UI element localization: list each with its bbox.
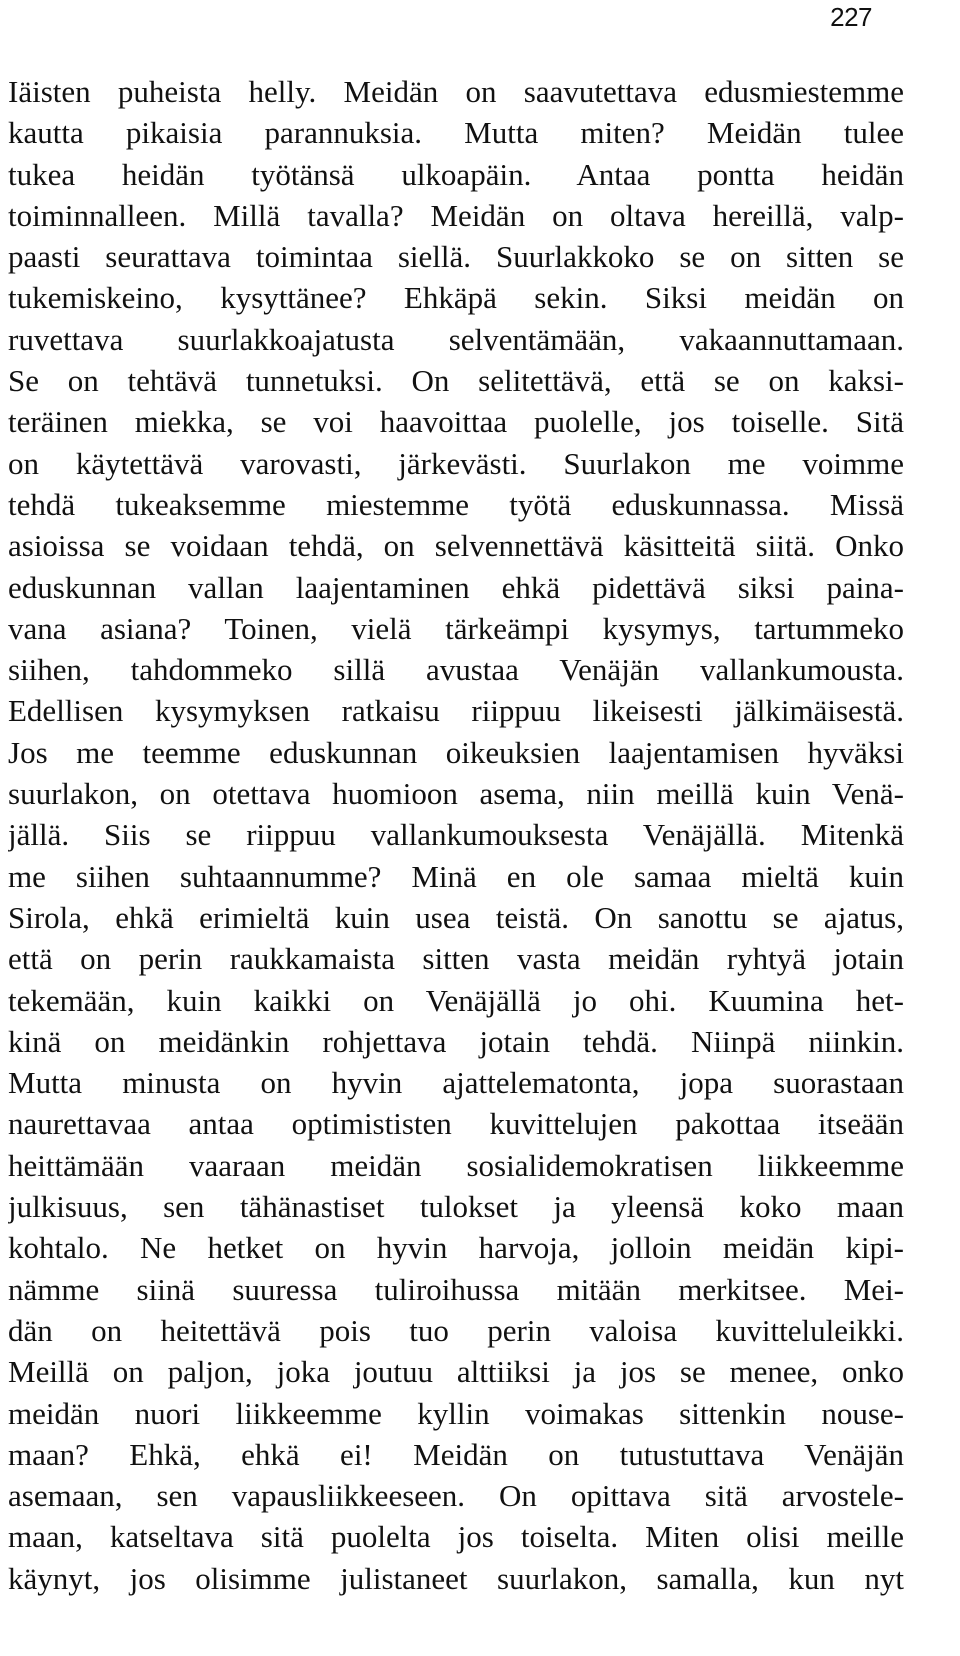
text-line: jällä. Siis se riippuu vallankumouksesta Venäjällä. Mitenkä (8, 817, 904, 853)
text-line: nämme siinä suuressa tuliroihussa mitään merkitsee. Mei- (8, 1271, 904, 1307)
text-line: kinä on meidänkin rohjettava jotain tehdä. Niinpä niinkin. (8, 1023, 904, 1059)
text-line: tukemiskeino, kysyttänee? Ehkäpä sekin. Siksi meidän on (8, 280, 904, 316)
text-line: kautta pikaisia parannuksia. Mutta miten? Meidän tulee (8, 115, 904, 151)
text-line: ruvettava suurlakkoajatusta selventämään, vakaannuttamaan. (8, 321, 904, 357)
text-line: Iäisten puheista helly. Meidän on saavutettava edusmiestemme (8, 74, 904, 109)
text-line: Se on tehtävä tunnetuksi. On selitettävä, että se on kaksi- (8, 363, 904, 399)
text-line: heittämään vaaraan meidän sosialidemokratisen liikkeemme (8, 1147, 904, 1183)
body-text (8, 71, 904, 1599)
text-line: että on perin raukkamaista sitten vasta meidän ryhtyä jotain (8, 941, 904, 977)
text-line: julkisuus, sen tähänastiset tulokset ja yleensä koko maan (8, 1189, 904, 1225)
text-line: tehdä tukeaksemme miestemme työtä eduskunnassa. Missä (8, 486, 904, 522)
text-line: paasti seurattava toimintaa siellä. Suurlakkoko se on sitten se (8, 239, 904, 275)
text-line: maan? Ehkä, ehkä ei! Meidän on tutustuttava Venäjän (8, 1436, 904, 1472)
text-line: Meillä on paljon, joka joutuu alttiiksi ja jos se menee, onko (8, 1354, 904, 1390)
text-line: eduskunnan vallan laajentaminen ehkä pidettävä siksi paina- (8, 569, 904, 605)
text-line: toiminnalleen. Millä tavalla? Meidän on oltava hereillä, valp- (8, 197, 904, 233)
text-line: dän on heitettävä pois tuo perin valoisa kuvitteluleikki. (8, 1312, 904, 1348)
text-line: asioissa se voidaan tehdä, on selvennettävä käsitteitä siitä. Onko (8, 528, 904, 564)
text-line: siihen, tahdommeko sillä avustaa Venäjän vallankumousta. (8, 652, 904, 688)
text-line: Mutta minusta on hyvin ajattelematonta, jopa suorastaan (8, 1065, 904, 1101)
text-line: tukea heidän työtänsä ulkoapäin. Antaa pontta heidän (8, 156, 904, 192)
text-line: vana asiana? Toinen, vielä tärkeämpi kysymys, tartummeko (8, 610, 904, 646)
text-line: teräinen miekka, se voi haavoittaa puolelle, jos toiselle. Sitä (8, 404, 904, 440)
text-line: asemaan, sen vapausliikkeeseen. On opittava sitä arvostele- (8, 1478, 904, 1514)
text-line: Jos me teemme eduskunnan oikeuksien laajentamisen hyväksi (8, 734, 904, 770)
text-line: tekemään, kuin kaikki on Venäjällä jo ohi. Kuumina het- (8, 982, 904, 1018)
text-line: Sirola, ehkä erimieltä kuin usea teistä. On sanottu se ajatus, (8, 899, 904, 935)
page-number: 227 (830, 2, 872, 32)
text-line: Edellisen kysymyksen ratkaisu riippuu likeisesti jälkimäisestä. (8, 693, 904, 729)
text-line: maan, katseltava sitä puolelta jos toiselta. Miten olisi meille (8, 1519, 904, 1555)
text-line: suurlakon, on otettava huomioon asema, niin meillä kuin Venä- (8, 776, 904, 812)
text-line: meidän nuori liikkeemme kyllin voimakas sittenkin nouse- (8, 1395, 904, 1431)
text-line: me siihen suhtaannumme? Minä en ole samaa mieltä kuin (8, 858, 904, 894)
text-line: kohtalo. Ne hetket on hyvin harvoja, jolloin meidän kipi- (8, 1230, 904, 1266)
text-line: on käytettävä varovasti, järkevästi. Suurlakon me voimme (8, 445, 904, 481)
text-line: naurettavaa antaa optimististen kuvittelujen pakottaa itseään (8, 1106, 904, 1142)
text-line: käynyt, jos olisimme julistaneet suurlakon, samalla, kun nyt (8, 1560, 904, 1596)
